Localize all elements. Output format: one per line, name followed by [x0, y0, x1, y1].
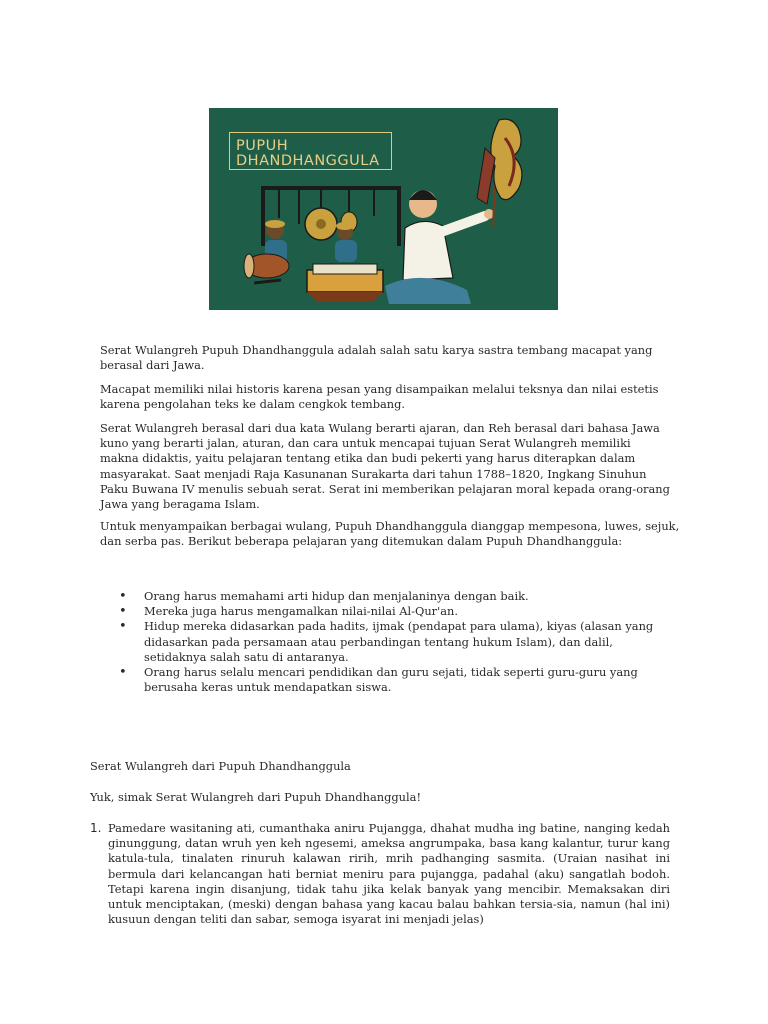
illustration-banner	[209, 108, 558, 310]
section-intro: Yuk, simak Serat Wulangreh dari Pupuh Dhandhanggula!	[90, 790, 422, 804]
list-item: • Mereka juga harus mengamalkan nilai-nilai Al-Qur'an.	[116, 604, 666, 619]
numbered-item	[90, 821, 670, 927]
item-number: 1.	[90, 821, 102, 835]
paragraph-pelajaran: Untuk menyampaikan berbagai wulang, Pupuh Dhandhanggula dianggap mempesona, luwes, sejuk, dan serba pas. Berikut beberapa pelajaran yang ditemukan dalam Pupuh Dhandhanggula:	[100, 519, 680, 549]
banner-title-line1: PUPUH	[236, 138, 289, 154]
list-item: • Orang harus selalu mencari pendidikan dan guru sejati, tidak seperti guru-guru yang berusaha keras untuk mendapatkan siswa.	[116, 665, 666, 695]
paragraph-macapat: Macapat memiliki nilai historis karena pesan yang disampaikan melalui teksnya dan nilai estetis karena pengolahan teks ke dalam cengkok tembang.	[100, 382, 659, 412]
paragraph-intro: Serat Wulangreh Pupuh Dhandhanggula adalah salah satu karya sastra tembang macapat yang berasal dari Jawa.	[100, 343, 653, 373]
paragraph-serat-wulangreh: Serat Wulangreh berasal dari dua kata Wulang berarti ajaran, dan Reh berasal dari bahasa Jawa kuno yang berarti jalan, aturan, dan cara untuk mencapai tujuan Serat Wulangreh memiliki makna didaktis, yaitu pelajaran tentang etika dan budi pekerti yang harus diterapkan dalam masyarakat. Saat menjadi Raja Kasunanan Surakarta dari tahun 1788–1820, Ingkang Sinuhun Paku Buwana IV menulis sebuah serat. Serat ini memberikan pelajaran moral kepada orang-orang Jawa yang beragama Islam.	[100, 421, 670, 512]
item-text: Pamedare wasitaning ati, cumanthaka aniru Pujangga, dhahat mudha ing batine, nanging kedah ginunggung, datan wruh yen keh ngesemi, ameksa angrumpaka, basa kang kalantur, turur kang katula-tula, tinalaten rinuruh kalawan ririh, mrih padhanging sasmita. (Uraian nasihat ini bermula dari kelancangan hati berniat meniru para pujangga, padahal (aku) sangatlah bodoh. Tetapi karena ingin disanjung, tidak tahu jika kelak banyak yang mencibir. Memaksakan diri untuk menciptakan, (meski) dengan bahasa yang kacau balau bahkan tersia-sia, namun (hal ini) kusuun dengan teliti dan sabar, semoga isyarat ini menjadi jelas)	[108, 821, 670, 927]
gamelan-illustration	[209, 108, 558, 310]
numbered-list	[90, 821, 670, 927]
lesson-list	[116, 589, 666, 695]
banner-title-line2: DHANDHANGGULA	[236, 153, 380, 169]
list-item: • Orang harus memahami arti hidup dan menjalaninya dengan baik.	[116, 589, 666, 604]
list-item: • Hidup mereka didasarkan pada hadits, ijmak (pendapat para ulama), kiyas (alasan yang didasarkan pada persamaan atau perbandingan tentang hukum Islam), dan dalil, setidaknya salah satu di antaranya.	[116, 619, 666, 665]
section-heading: Serat Wulangreh dari Pupuh Dhandhanggula	[90, 759, 351, 773]
